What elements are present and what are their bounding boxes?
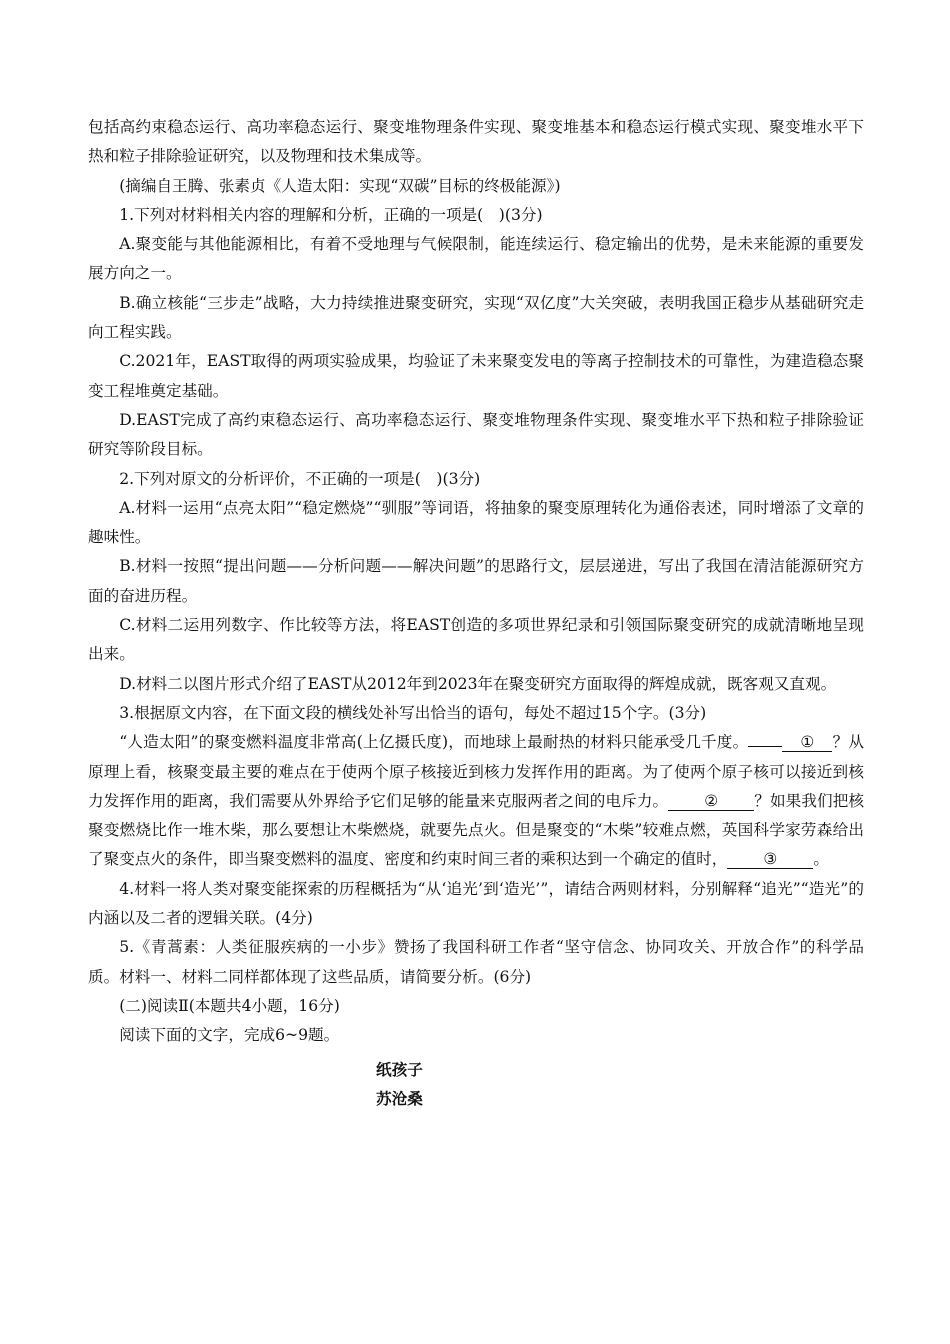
blank-1-lead [748, 746, 782, 747]
question-2-option-d: D.材料二以图片形式介绍了EAST从2012年到2023年在聚变研究方面取得的辉煌成就，既客观又直观。 [119, 674, 837, 693]
passage-text-3: ？如果我们把核聚变燃烧比作一堆木柴，那么要想让木柴燃烧，就要先点火。但是聚变的“木柴”较难点燃，英国科学家劳森给出了聚变点火的条件，即当聚变燃料的温度、密度和约束时间三者的乘积达到一个确定的值时， [88, 791, 864, 869]
source-citation: (摘编自王腾、张素贞《人造太阳：实现“双碳”目标的终极能源》) [119, 176, 561, 195]
question-3-passage [88, 728, 864, 874]
question-2-stem: 2.下列对原文的分析评价，不正确的一项是( )(3分) [119, 469, 481, 488]
question-3-stem: 3.根据原文内容，在下面文段的横线处补写出恰当的语句，每处不超过15个字。(3分) [119, 703, 707, 722]
blank-1-marker: ① [782, 733, 832, 752]
question-1-option-b: B.确立核能“三步走”战略，大力持续推进聚变研究，实现“双亿度”大关突破，表明我国正稳步从基础研究走向工程实践。 [88, 293, 864, 342]
story-heading [88, 1055, 864, 1114]
document-page [88, 113, 864, 1113]
passage-text-2: ？从原理上看，核聚变最主要的难点在于使两个原子核接近到核力发挥作用的距离。为了使两个原子核可以接近到核力发挥作用的距离，我们需要从外界给予它们足够的能量来克服两者之间的电斥力。 [88, 733, 864, 810]
question-2-option-b: B.材料一按照“提出问题——分析问题——解决问题”的思路行文，层层递进，写出了我国在清洁能源研究方面的奋进历程。 [88, 557, 864, 605]
question-4: 4.材料一将人类对聚变能探索的历程概括为“从‘追光’到‘造光’”，请结合两则材料，分别解释“追光”“造光”的内涵以及二者的逻辑关联。(4分) [88, 879, 864, 928]
question-1-option-c: C.2021年，EAST取得的两项实验成果，均验证了未来聚变发电的等离子控制技术的可靠性，为建造稳态聚变工程堆奠定基础。 [88, 352, 864, 400]
question-2-option-c: C.材料二运用列数字、作比较等方法，将EAST创造的多项世界纪录和引领国际聚变研究的成就清晰地呈现出来。 [88, 616, 864, 664]
reading-instruction: 阅读下面的文字，完成6~9题。 [119, 1026, 340, 1045]
blank-2-marker: ② [668, 792, 754, 811]
passage-text-4: 。 [813, 850, 829, 869]
question-1-option-a: A.聚变能与其他能源相比，有着不受地理与气候限制，能连续运行、稳定输出的优势，是未来能源的重要发展方向之一。 [88, 235, 864, 283]
question-1-option-d: D.EAST完成了高约束稳态运行、高功率稳态运行、聚变堆物理条件实现、聚变堆水平下热和粒子排除验证研究等阶段目标。 [88, 410, 864, 459]
question-1-stem: 1.下列对材料相关内容的理解和分析，正确的一项是( )(3分) [119, 205, 543, 224]
question-5: 5.《青蒿素：人类征服疾病的一小步》赞扬了我国科研工作者“坚守信念、协同攻关、开放合作”的科学品质。材料一、材料二同样都体现了这些品质，请简要分析。(6分) [88, 938, 864, 986]
blank-3-marker: ③ [727, 850, 813, 869]
story-author: 苏沧桑 [376, 1088, 423, 1108]
passage-text-1: “人造太阳”的聚变燃料温度非常高(上亿摄氏度)，而地球上最耐热的材料只能承受几千度。 [119, 733, 749, 752]
story-title: 纸孩子 [376, 1059, 423, 1079]
question-2-option-a: A.材料一运用“点亮太阳”“稳定燃烧”“驯服”等词语，将抽象的聚变原理转化为通俗表述，同时增添了文章的趣味性。 [88, 498, 864, 547]
section-2-heading: (二)阅读Ⅱ(本题共4小题，16分) [119, 996, 340, 1015]
intro-paragraph: 包括高约束稳态运行、高功率稳态运行、聚变堆物理条件实现、聚变堆基本和稳态运行模式实现、聚变堆水平下热和粒子排除验证研究，以及物理和技术集成等。 [88, 118, 864, 166]
